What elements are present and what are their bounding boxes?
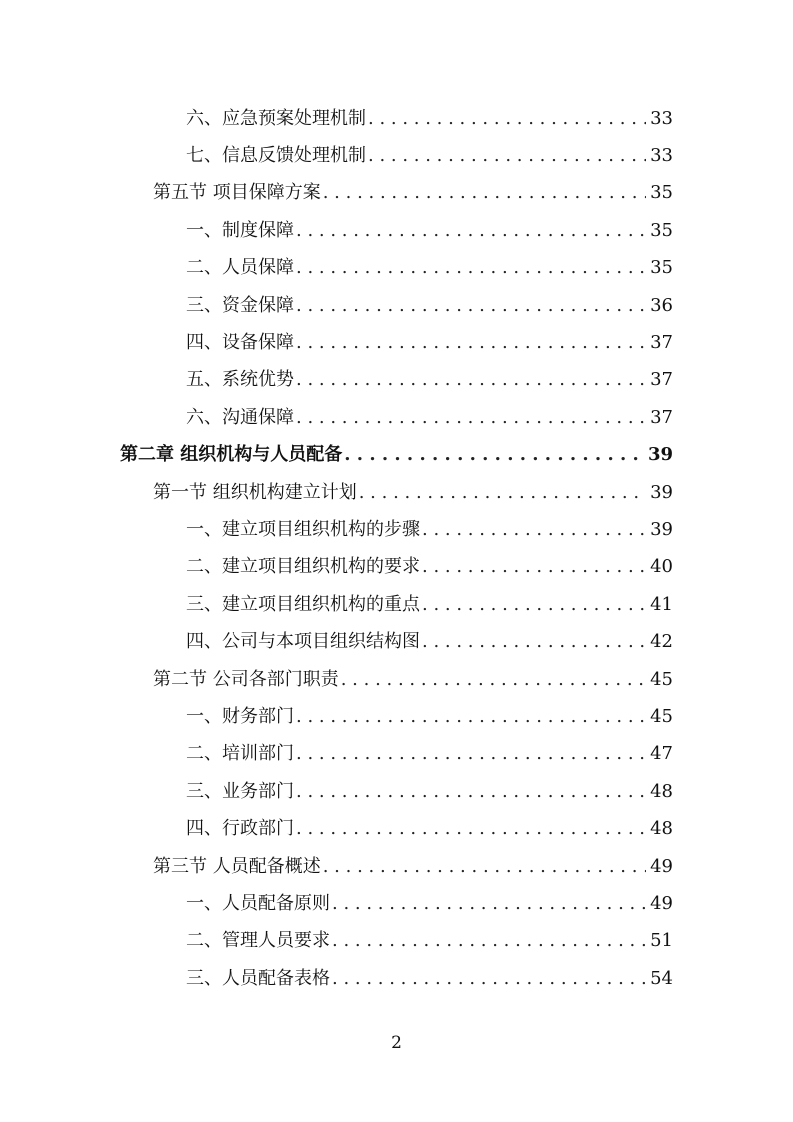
toc-entry-page-number: 33	[650, 145, 673, 167]
toc-entry-page-number: 40	[650, 556, 673, 578]
toc-entry[interactable]	[0, 250, 793, 287]
toc-entry-label: 三、人员配备表格	[186, 967, 330, 989]
dot-leader	[422, 596, 646, 614]
dot-leader	[332, 932, 646, 950]
toc-entry-page-number: 37	[650, 369, 673, 391]
toc-entry[interactable]	[0, 848, 793, 885]
dot-leader	[296, 783, 646, 801]
toc-entry[interactable]	[0, 623, 793, 660]
toc-entry[interactable]	[0, 474, 793, 511]
toc-entry[interactable]	[0, 810, 793, 847]
toc-entry-page-number: 45	[650, 668, 673, 690]
toc-entry-label: 第五节 项目保障方案	[153, 182, 321, 204]
toc-entry[interactable]	[0, 399, 793, 436]
toc-entry-label: 二、人员保障	[186, 257, 294, 279]
dot-leader	[422, 521, 646, 539]
toc-entry-page-number: 47	[650, 743, 673, 765]
toc-entry-page-number: 37	[650, 406, 673, 428]
toc-entry-label: 四、行政部门	[186, 818, 294, 840]
toc-entry-page-number: 54	[650, 967, 673, 989]
toc-entry[interactable]	[0, 736, 793, 773]
toc-entry[interactable]	[0, 362, 793, 399]
dot-leader	[422, 558, 646, 576]
toc-entry-page-number: 42	[650, 631, 673, 653]
dot-leader	[296, 297, 646, 315]
toc-entry[interactable]	[0, 960, 793, 997]
toc-entry[interactable]	[0, 100, 793, 137]
toc-entry-label: 二、管理人员要求	[186, 930, 330, 952]
dot-leader	[323, 858, 646, 876]
toc-entry-page-number: 48	[650, 818, 673, 840]
dot-leader	[368, 110, 646, 128]
toc-entry[interactable]	[0, 549, 793, 586]
toc-entry-label: 一、人员配备原则	[186, 892, 330, 914]
dot-leader	[296, 371, 646, 389]
toc-entry[interactable]	[0, 885, 793, 922]
toc-entry-page-number: 35	[650, 182, 673, 204]
dot-leader	[296, 334, 646, 352]
toc-entry[interactable]	[0, 437, 793, 474]
toc-entry-page-number: 35	[650, 257, 673, 279]
dot-leader	[296, 409, 646, 427]
toc-entry-label: 一、制度保障	[186, 219, 294, 241]
toc-entry[interactable]	[0, 137, 793, 174]
toc-entry-label: 第一节 组织机构建立计划	[153, 481, 357, 503]
dot-leader	[296, 820, 646, 838]
toc-entry-label: 一、建立项目组织机构的步骤	[186, 518, 420, 540]
toc-entry[interactable]	[0, 324, 793, 361]
toc-entry-label: 七、信息反馈处理机制	[186, 145, 366, 167]
toc-entry[interactable]	[0, 923, 793, 960]
toc-entry-page-number: 39	[647, 444, 673, 466]
toc-entry-page-number: 33	[650, 107, 673, 129]
dot-leader	[296, 259, 646, 277]
toc-entry-page-number: 35	[650, 219, 673, 241]
toc-entry-label: 三、建立项目组织机构的重点	[186, 593, 420, 615]
dot-leader	[296, 708, 646, 726]
toc-entry-label: 三、业务部门	[186, 780, 294, 802]
toc-entry-label: 三、资金保障	[186, 294, 294, 316]
toc-entry[interactable]	[0, 586, 793, 623]
dot-leader	[344, 446, 644, 464]
toc-entry[interactable]	[0, 175, 793, 212]
toc-entry-page-number: 51	[650, 930, 673, 952]
dot-leader	[332, 970, 646, 988]
toc-entry-label: 第二章 组织机构与人员配备	[120, 444, 343, 466]
toc-entry-label: 二、培训部门	[186, 743, 294, 765]
toc-entry-label: 第二节 公司各部门职责	[153, 668, 339, 690]
toc-entry[interactable]	[0, 773, 793, 810]
dot-leader	[296, 745, 646, 763]
dot-leader	[368, 147, 646, 165]
toc-entry-page-number: 49	[650, 855, 673, 877]
toc-entry[interactable]	[0, 212, 793, 249]
dot-leader	[359, 484, 646, 502]
dot-leader	[323, 184, 646, 202]
toc-entry[interactable]	[0, 698, 793, 735]
table-of-contents	[0, 100, 793, 997]
dot-leader	[296, 222, 646, 240]
dot-leader	[341, 671, 646, 689]
toc-entry-label: 第三节 人员配备概述	[153, 855, 321, 877]
toc-entry-page-number: 37	[650, 332, 673, 354]
dot-leader	[422, 633, 646, 651]
toc-entry-label: 六、应急预案处理机制	[186, 107, 366, 129]
toc-entry-label: 一、财务部门	[186, 705, 294, 727]
toc-entry-page-number: 49	[650, 892, 673, 914]
toc-entry-label: 二、建立项目组织机构的要求	[186, 556, 420, 578]
toc-entry-page-number: 39	[650, 481, 673, 503]
toc-entry-page-number: 39	[650, 518, 673, 540]
toc-entry-label: 六、沟通保障	[186, 406, 294, 428]
toc-entry[interactable]	[0, 661, 793, 698]
dot-leader	[332, 895, 646, 913]
toc-entry-label: 四、公司与本项目组织结构图	[186, 631, 420, 653]
toc-entry-page-number: 48	[650, 780, 673, 802]
page-number: 2	[391, 1033, 402, 1053]
toc-entry-label: 四、设备保障	[186, 332, 294, 354]
toc-entry-page-number: 36	[650, 294, 673, 316]
toc-entry-label: 五、系统优势	[186, 369, 294, 391]
toc-entry-page-number: 41	[650, 593, 673, 615]
toc-entry[interactable]	[0, 287, 793, 324]
toc-entry[interactable]	[0, 511, 793, 548]
toc-entry-page-number: 45	[650, 705, 673, 727]
